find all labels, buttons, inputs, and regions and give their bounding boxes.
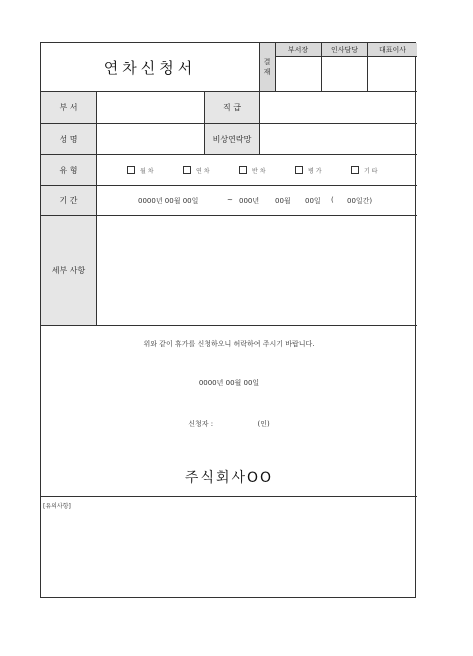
period-days: 00일간)	[347, 197, 373, 205]
approval-label-top: 결	[263, 58, 271, 66]
leave-type-other-label: 기 타	[364, 167, 378, 175]
department-field[interactable]	[97, 92, 204, 123]
approval-sign-ceo[interactable]	[368, 57, 417, 91]
leave-request-form	[40, 42, 416, 598]
emergency-contact-label: 비상연락망	[205, 124, 259, 154]
leave-type-monthly[interactable]	[127, 155, 154, 185]
approval-sign-dept-head[interactable]	[275, 57, 321, 91]
name-field[interactable]	[97, 124, 204, 154]
leave-type-sick-label: 병 가	[308, 167, 322, 175]
leave-type-sick[interactable]	[295, 155, 322, 185]
leave-type-half-day[interactable]	[239, 155, 266, 185]
emergency-contact-field[interactable]	[260, 124, 417, 154]
leave-type-other[interactable]	[351, 155, 378, 185]
period-end-day: 00일	[305, 197, 321, 205]
period-end-year: 000년	[239, 197, 260, 205]
company-name: 주식회사OO	[184, 470, 274, 486]
type-label: 유 형	[41, 155, 96, 185]
request-statement: 위와 같이 휴가를 신청하오니 허락하여 주시기 바랍니다.	[143, 340, 315, 348]
leave-type-half-day-label: 반 차	[252, 167, 266, 175]
details-field[interactable]	[97, 216, 417, 325]
department-label: 부 서	[41, 92, 96, 123]
leave-type-monthly-label: 월 차	[140, 167, 154, 175]
approval-label	[259, 43, 275, 91]
period-start: 0000년 00월 00일	[138, 197, 199, 205]
checkbox-icon[interactable]	[239, 166, 247, 174]
period-end-month: 00월	[275, 197, 291, 205]
approval-sign-hr[interactable]	[322, 57, 367, 91]
applicant-line	[41, 419, 417, 429]
checkbox-icon[interactable]	[295, 166, 303, 174]
period-field[interactable]	[97, 186, 415, 215]
notes-label: [유의사항]	[43, 503, 71, 510]
checkbox-icon[interactable]	[127, 166, 135, 174]
leave-type-annual[interactable]	[183, 155, 210, 185]
checkbox-icon[interactable]	[351, 166, 359, 174]
approval-header-ceo: 대표이사	[368, 43, 417, 56]
approval-label-bottom: 재	[263, 68, 271, 76]
details-label: 세부 사항	[41, 216, 96, 325]
period-open-paren: (	[331, 196, 334, 204]
applicant-seal: (인)	[257, 420, 270, 428]
request-date: 0000년 00월 00일	[198, 379, 260, 387]
position-label: 직 급	[205, 92, 259, 123]
form-title: 연차신청서	[103, 58, 197, 77]
approval-header-dept-head: 부서장	[275, 43, 321, 56]
checkbox-icon[interactable]	[183, 166, 191, 174]
leave-type-annual-label: 연 차	[196, 167, 210, 175]
approval-header-hr: 인사담당	[322, 43, 367, 56]
applicant-label: 신청자 :	[188, 420, 214, 428]
period-label: 기 간	[41, 186, 96, 215]
period-tilde: ~	[227, 196, 233, 204]
notes-field[interactable]	[41, 509, 417, 597]
name-label: 성 명	[41, 124, 96, 154]
position-field[interactable]	[260, 92, 417, 123]
